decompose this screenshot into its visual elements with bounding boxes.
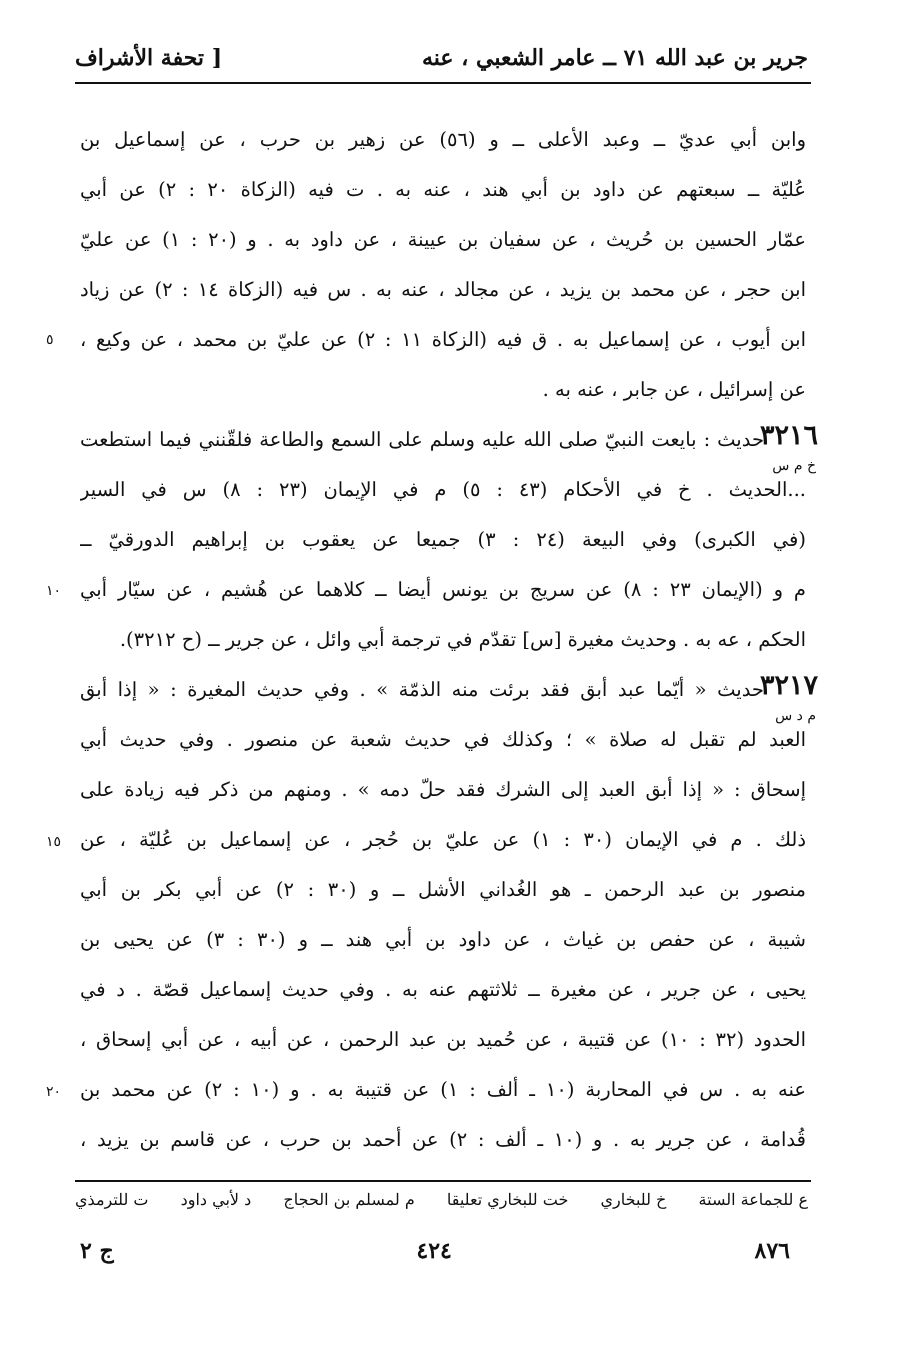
text-line: عن إسرائيل ، عن جابر ، عنه به .: [542, 378, 806, 401]
text-line: الحكم ، عه به . وحديث مغيرة [س] تقدّم في ترجمة أبي وائل ، عن جرير ــ (ح ٣٢١٢).: [119, 628, 806, 651]
header-chapter-title: جرير بن عبد الله ٧١ ــ عامر الشعبي ، عنه: [422, 45, 808, 71]
page-footer: [80, 1238, 790, 1272]
page-number: ٤٢٤: [416, 1238, 452, 1264]
header-book-title: [ تحفة الأشراف: [75, 45, 223, 71]
margin-line-number: ٥: [46, 332, 54, 348]
text-line: عنه به . س في المحاربة (١٠ ـ ألف : ١) عن قتيبة به . و (١٠ : ٢) عن محمد بن: [80, 1078, 806, 1101]
key-item: م لمسلم بن الحجاج: [283, 1190, 415, 1209]
text-line: وابن أبي عديّ ــ وعبد الأعلى ــ و (٥٦) عن زهير بن حرب ، عن إسماعيل بن: [80, 128, 806, 151]
margin-line-number: ١٠: [46, 583, 62, 599]
hadith-count-number: ٨٧٦: [754, 1238, 790, 1264]
volume-number: ج ٢: [80, 1238, 114, 1264]
key-item: خ للبخاري: [600, 1190, 667, 1209]
text-line: الحدود (٣٢ : ١٠) عن قتيبة ، عن حُميد بن عبد الرحمن ، عن أبيه ، عن أبي إسحاق ،: [80, 1028, 806, 1051]
text-line: ذلك . م في الإيمان (٣٠ : ١) عن عليّ بن حُجر ، عن إسماعيل بن عُليّة ، عن: [80, 828, 806, 851]
footer-rule: [75, 1180, 811, 1182]
hadith-number: ٣٢١٧: [759, 670, 818, 701]
key-item: خت للبخاري تعليقا: [446, 1190, 569, 1209]
text-line: العبد لم تقبل له صلاة » ؛ وكذلك في حديث شعبة عن منصور . وفي حديث أبي: [80, 728, 806, 751]
hadith-sigla: م د س: [775, 708, 816, 724]
text-line: منصور بن عبد الرحمن ـ هو الغُداني الأشل ــ و (٣٠ : ٢) عن أبي بكر بن أبي: [80, 878, 806, 901]
text-line: م و (الإيمان ٢٣ : ٨) عن سريج بن يونس أيضا ــ كلاهما عن هُشيم ، عن سيّار أبي: [80, 578, 806, 601]
key-item: د لأبي داود: [180, 1190, 252, 1209]
abbreviation-key: [75, 1190, 808, 1222]
text-line: ...الحديث . خ في الأحكام (٤٣ : ٥) م في الإيمان (٢٣ : ٨) س في السير: [80, 478, 806, 501]
text-line: شيبة ، عن حفص بن غياث ، عن داود بن أبي هند ــ و (٣٠ : ٣) عن يحيى بن: [80, 928, 806, 951]
text-line: (في الكبرى) وفي البيعة (٢٤ : ٣) جميعا عن يعقوب بن إبراهيم الدورقيّ ــ: [80, 528, 806, 551]
hadith-sigla: خ م س: [772, 458, 816, 474]
text-line: حديث : بايعت النبيّ صلى الله عليه وسلم على السمع والطاعة فلقّنني فيما استطعت: [80, 428, 764, 451]
text-line: إسحاق : « إذا أبق العبد إلى الشرك فقد حلّ دمه » . ومنهم من ذكر فيه زيادة على: [80, 778, 806, 801]
text-line: قُدامة ، عن جرير به . و (١٠ ـ ألف : ٢) عن أحمد بن حرب ، عن قاسم بن يزيد ،: [80, 1128, 806, 1151]
key-item: ت للترمذي: [75, 1190, 149, 1209]
main-text: [80, 115, 806, 1165]
text-line: ابن حجر ، عن محمد بن يزيد ، عن مجالد ، عنه به . س فيه (الزكاة ١٤ : ٢) عن زياد: [80, 278, 806, 301]
text-line: يحيى ، عن جرير ، عن مغيرة ــ ثلاثتهم عنه به . وفي حديث إسماعيل قصّة . د في: [80, 978, 806, 1001]
margin-line-number: ١٥: [46, 834, 62, 850]
running-header: [75, 38, 808, 78]
key-item: ع للجماعة الستة: [698, 1190, 808, 1209]
hadith-number: ٣٢١٦: [759, 420, 818, 451]
margin-line-number: ٢٠: [46, 1084, 62, 1100]
text-line: عمّار الحسين بن حُريث ، عن سفيان بن عيينة ، عن داود به . و (٢٠ : ١) عن عليّ: [80, 228, 806, 251]
header-rule: [75, 82, 811, 84]
text-line: ابن أيوب ، عن إسماعيل به . ق فيه (الزكاة ١١ : ٢) عن عليّ بن محمد ، عن وكيع ،: [80, 328, 806, 351]
text-line: عُليّة ــ سبعتهم عن داود بن أبي هند ، عنه به . ت فيه (الزكاة ٢٠ : ٢) عن أبي: [80, 178, 806, 201]
text-line: حديث « أيّما عبد أبق فقد برئت منه الذمّة » . وفي حديث المغيرة : « إذا أبق: [80, 678, 764, 701]
